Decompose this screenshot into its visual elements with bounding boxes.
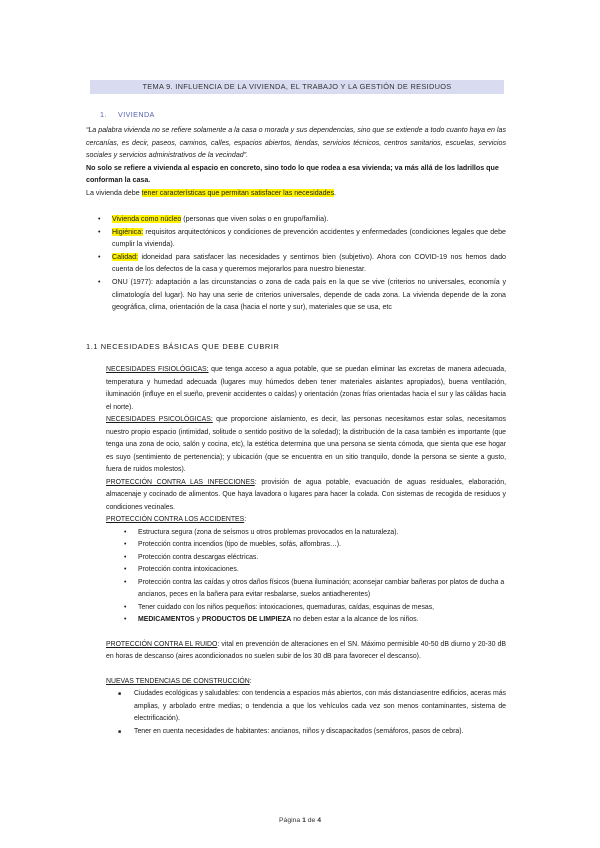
list-item: • Protección contra las caídas y otros daños físicos (buena iluminación; aconsejar cambiar bañeras por platos de ducha a ancianos, peces en la bañera para evitar resbalarse, suelos antiadherentes) bbox=[120, 577, 506, 602]
section-number: 1. bbox=[100, 110, 107, 119]
highlight-text: tener características que permitan satisfacer las necesidades bbox=[141, 188, 335, 197]
tendencias-list bbox=[116, 688, 506, 738]
paragraph-text: que tenga acceso a agua potable, que se puedan eliminar las excretas de manera adecuada, temperatura y humedad adecuada (lugares muy húmedos deben tener materiales aislantes apropiados), buena ventilación, iluminación (influye en el sueño, prevenir accidentes o caídas) y orientación (zonas frías orientadas hacia el sur y las cálidas hacia el norte). bbox=[106, 366, 506, 411]
list-item bbox=[96, 226, 506, 251]
accidentes-list bbox=[120, 527, 506, 627]
highlight-text: Calidad: bbox=[112, 252, 139, 261]
term-label: PROTECCIÓN CONTRA LOS ACCIDENTES bbox=[106, 516, 245, 523]
subsection-heading: 1.1 NECESIDADES BÁSICAS QUE DEBE CUBRIR bbox=[86, 342, 280, 351]
item-text: idoneidad para satisfacer las necesidades y sentirnos bien (subjetivo). Ahora con COVID-19 nos hemos dado cuenta de los defectos de la casa y queremos mejorarlos para nuestro bienestar. bbox=[112, 252, 506, 274]
highlight-text: Vivienda como núcleo bbox=[112, 215, 182, 224]
current-page: 1 bbox=[302, 817, 306, 824]
list-item: • Protección contra intoxicaciones. bbox=[120, 564, 506, 577]
item-text: no deben estar a la alcance de los niños. bbox=[291, 616, 419, 623]
paragraph-text: : vital en prevención de alteraciones en el SN. Máximo permisible 40-50 dB diurno y 20-30 dB en horas de descanso (aires acondicionados no suelen subir de los 30 dB para favorecer el descanso). bbox=[106, 640, 506, 660]
text-pre: La vivienda debe bbox=[86, 188, 142, 197]
subsection-body bbox=[106, 364, 506, 738]
item-text: ONU (1977): adaptación a las circunstancias o zona de cada país en la que se vive (criterios no universales, economía y climatología del lugar). No hay una serie de criterios universales, depende de cada zona. La vivienda depende de la zona geográfica, clima, orientación de la casa (hacia el norte y sur), materiales que se usa, etc bbox=[112, 278, 506, 312]
highlight-text: Higiénica: bbox=[112, 227, 144, 236]
term-label: PROTECCIÓN CONTRA EL RUIDO bbox=[106, 640, 218, 648]
paragraph-fisiologicas bbox=[106, 364, 506, 414]
paragraph-psicologicas bbox=[106, 414, 506, 477]
paragraph-text: que proporcione aislamiento, es decir, las personas necesitamos estar solas, necesitamos nuestro propio espacio (intimidad, solitude o sentido positivo de la soledad); la distribución de la casa también es importante (que tenga una zona de ocio, salón y cocina, etc), la estética determina que una persona se sienta cómoda, que sienta que ese hogar es suyo (sentimiento de pertenencia); y ubicación (que se encuentra en un sitio tranquilo, donde la persona se siente a gusto, fuera de ruidos molestos). bbox=[106, 416, 506, 473]
paragraph-tendencias bbox=[106, 676, 506, 689]
paragraph-accidentes bbox=[106, 514, 506, 527]
list-item: • Protección contra descargas eléctricas. bbox=[120, 552, 506, 565]
bold-statement: No solo se refiere a vivienda al espacio en concreto, sino todo lo que rodea a esa vivienda; va más allá de los ladrillos que conforman la casa. bbox=[86, 163, 499, 185]
term-label: NUEVAS TENDENCIAS DE CONSTRUCCIÓN bbox=[106, 677, 250, 685]
vivienda-debe-line bbox=[86, 187, 506, 200]
paragraph-infecciones bbox=[106, 477, 506, 515]
spacer bbox=[106, 664, 506, 676]
list-item bbox=[96, 276, 506, 314]
list-item bbox=[96, 251, 506, 276]
section-heading-vivienda bbox=[100, 110, 155, 119]
vivienda-bullets bbox=[96, 213, 506, 314]
paragraph-text: : provisión de agua potable, evacuación de aguas residuales, elaboración, almacenaje y cocinado de alimentos. Que haya lavadora o lugares para hacer la colada. Con sistemas de recogida de residuos y condiciones vecinales. bbox=[106, 478, 506, 511]
list-item: ■ Ciudades ecológicas y saludables: con tendencia a espacios más abiertos, con más distanciasentre edificios, aceras más amplias, y arbolado entre medias; o tendencia a que los vehículos cada vez son menos contaminantes, sistema de electrificación). bbox=[116, 688, 506, 726]
item-text: (personas que viven solas o en grupo/familia). bbox=[181, 215, 329, 224]
paragraph-ruido bbox=[106, 639, 506, 664]
text-post: . bbox=[334, 188, 337, 197]
definition-quote: “La palabra vivienda no se refiere solamente a la casa o morada y sus dependencias, sino que se extiende a todo cuanto haya en las cercanías, es decir, paseos, caminos, calles, espacios abiertos, tiendas, servicios técnicos, centros sanitarios, escuelas, servicios sociales y servicios administrativos de la vecindad”. bbox=[86, 126, 506, 160]
document-title: TEMA 9. INFLUENCIA DE LA VIVIENDA, EL TRABAJO Y LA GESTIÓN DE RESIDUOS bbox=[90, 80, 504, 94]
colon: : bbox=[249, 677, 252, 685]
item-text: y bbox=[194, 616, 202, 623]
list-item: • Estructura segura (zona de seísmos u otros problemas provocados en la naturaleza). bbox=[120, 527, 506, 540]
list-item: • Protección contra incendios (tipo de muebles, sofás, alfombras…). bbox=[120, 539, 506, 552]
term-label: NECESIDADES PSICOLÓGICAS: bbox=[106, 416, 213, 423]
list-item bbox=[96, 213, 506, 226]
list-item bbox=[120, 614, 506, 627]
term-label: NECESIDADES FISIOLÓGICAS: bbox=[106, 366, 209, 373]
footer-label: Página bbox=[279, 817, 303, 824]
page-footer bbox=[0, 817, 600, 824]
list-item: • Tener cuidado con los niños pequeños: intoxicaciones, quemaduras, caídas, esquinas de mesas, bbox=[120, 602, 506, 615]
bold-term: PRODUCTOS DE LIMPIEZA bbox=[201, 616, 292, 623]
colon: : bbox=[244, 516, 247, 523]
term-label: PROTECCIÓN CONTRA LAS INFECCIONES bbox=[106, 478, 255, 486]
bold-term: MEDICAMENTOS bbox=[138, 616, 195, 623]
section-label: VIVIENDA bbox=[118, 110, 155, 119]
item-text: requisitos arquitectónicos y condiciones de prevención accidentes y enfermedades (condiciones legales que debe cumplir la vivienda). bbox=[112, 227, 506, 249]
list-item: ■ Tener en cuenta necesidades de habitantes: ancianos, niños y discapacitados (semáforos, pasos de cebra). bbox=[116, 726, 506, 739]
intro-block bbox=[86, 124, 506, 200]
total-pages: 4 bbox=[317, 817, 321, 824]
spacer bbox=[106, 627, 506, 639]
footer-separator: de bbox=[305, 817, 318, 824]
